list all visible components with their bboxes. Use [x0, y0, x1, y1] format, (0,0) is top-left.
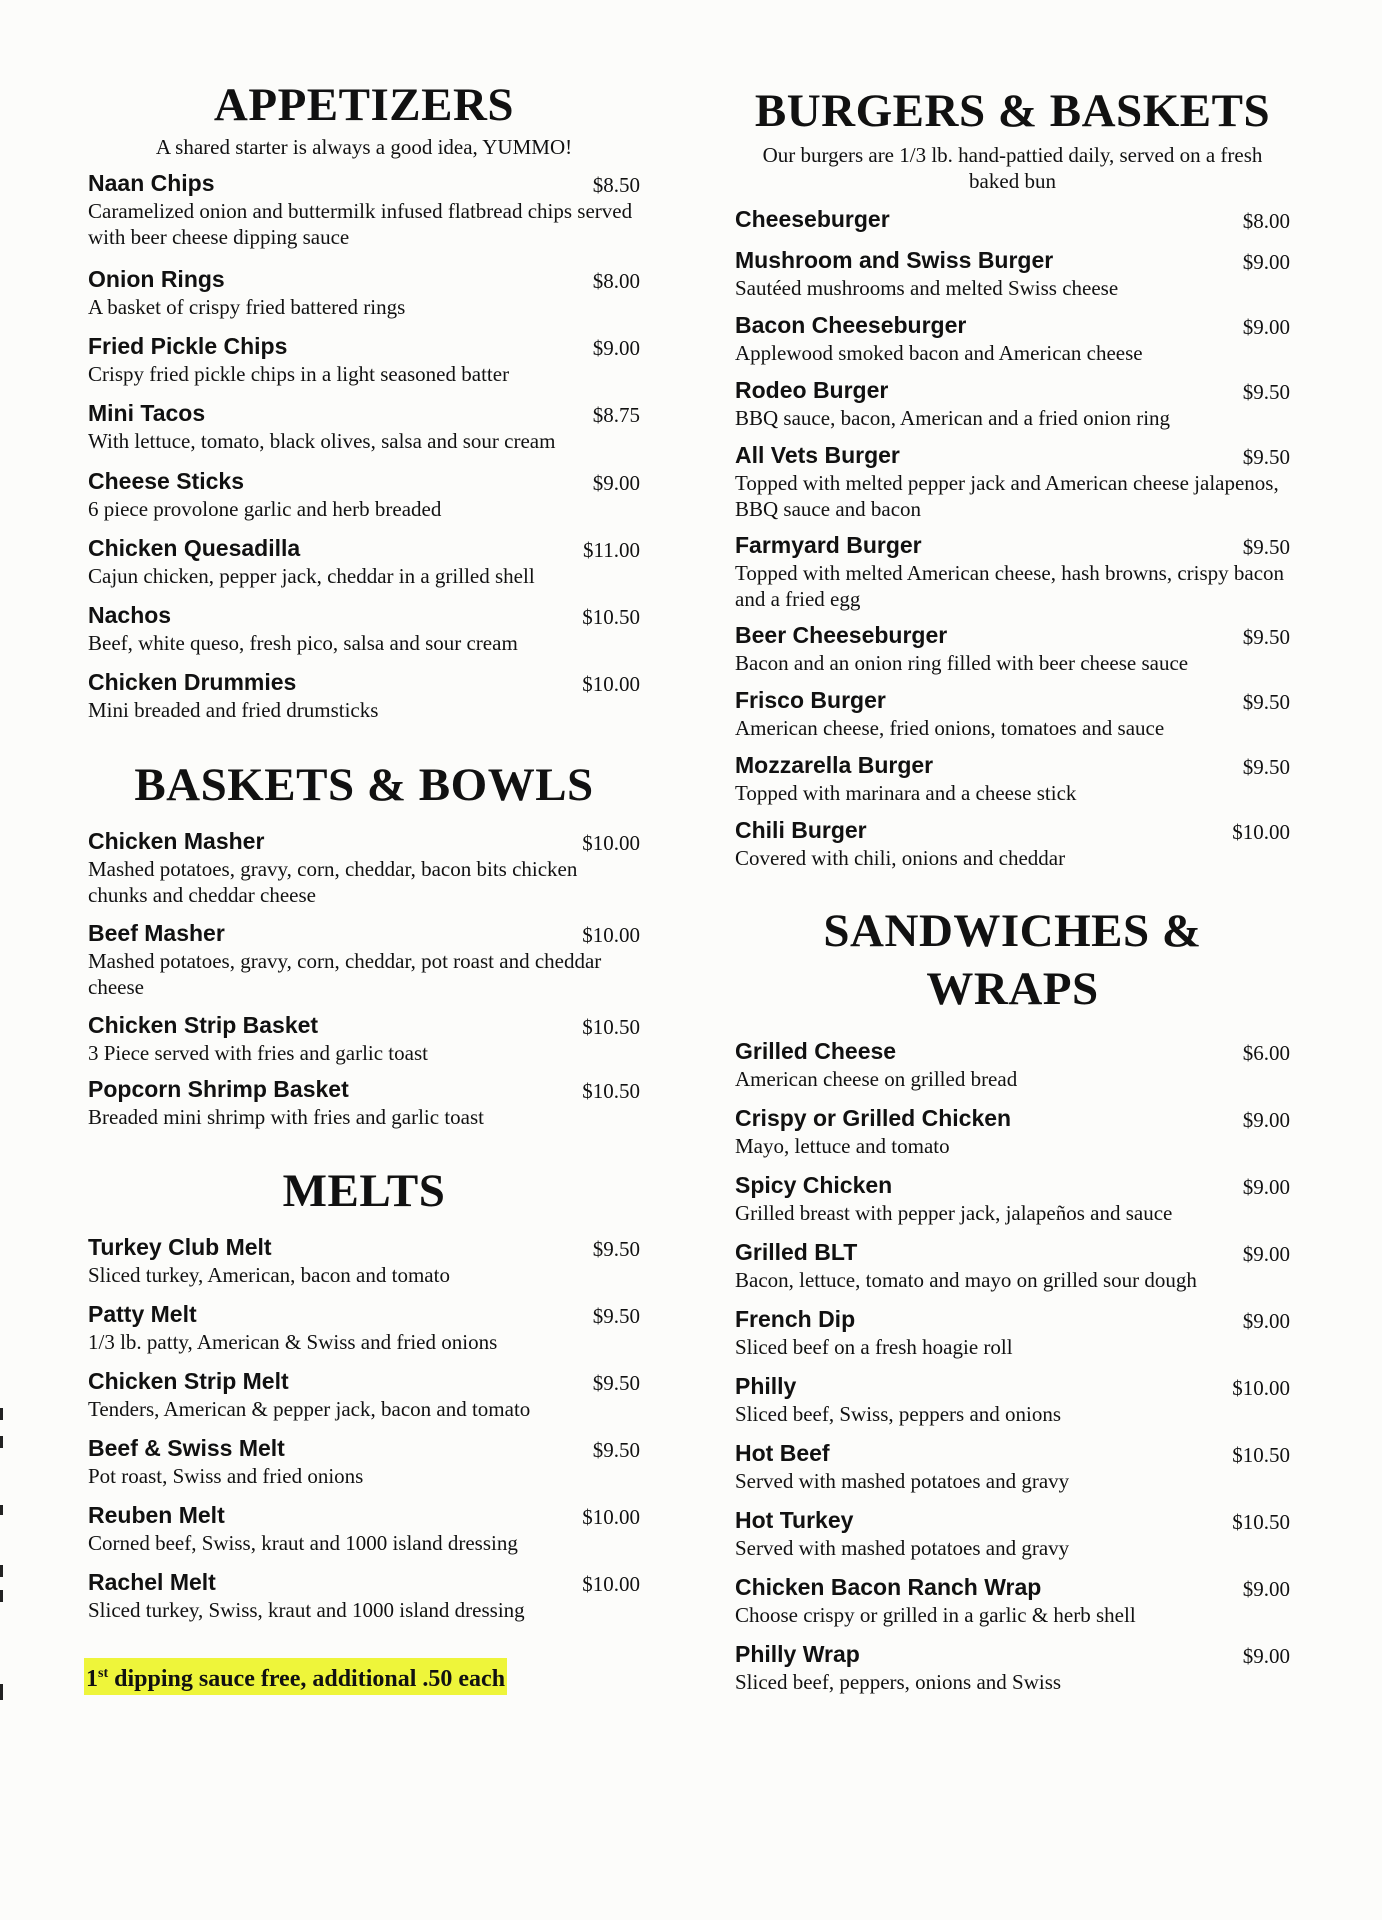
menu-item-name: Beef & Swiss Melt — [88, 1435, 285, 1461]
menu-item-name: Philly Wrap — [735, 1641, 860, 1667]
menu-item-price: $10.00 — [582, 1572, 640, 1596]
menu-item-price: $10.50 — [1232, 1443, 1290, 1467]
menu-item-name: Popcorn Shrimp Basket — [88, 1076, 349, 1102]
menu-item — [88, 1299, 640, 1355]
menu-item-header — [735, 1572, 1290, 1602]
menu-item-description: Served with mashed potatoes and gravy — [735, 1536, 1070, 1560]
menu-item-description: Sliced beef, peppers, onions and Swiss — [735, 1670, 1062, 1694]
menu-item-description: Topped with melted pepper jack and American cheese jalapenos, BBQ sauce and bacon — [735, 471, 1279, 521]
menu-item-price: $8.50 — [592, 173, 640, 197]
sandwiches-title-line-1: SANDWICHES & — [823, 905, 1202, 957]
scan-edge-mark — [0, 1505, 3, 1515]
menu-item — [735, 685, 1290, 741]
menu-item-header — [735, 1170, 1290, 1200]
menu-item-name: Hot Turkey — [735, 1507, 854, 1533]
menu-item — [88, 667, 640, 723]
menu-item — [88, 600, 640, 656]
menu-item — [88, 1500, 640, 1556]
menu-item-name: Crispy or Grilled Chicken — [735, 1105, 1012, 1131]
menu-item — [735, 375, 1290, 431]
menu-item — [735, 1237, 1290, 1293]
menu-item-header — [735, 1438, 1290, 1468]
menu-item — [735, 620, 1290, 676]
menu-item-header — [88, 1074, 640, 1104]
menu-item-name: Beef Masher — [88, 920, 225, 946]
menu-item-header — [88, 1010, 640, 1040]
menu-item — [735, 310, 1290, 366]
baskets-bowls-title: BASKETS & BOWLS — [134, 759, 594, 811]
menu-item-header — [735, 375, 1290, 405]
menu-item — [735, 204, 1290, 234]
menu-item-name: Rodeo Burger — [735, 377, 889, 403]
menu-item-header — [88, 398, 640, 428]
menu-item-header — [88, 1299, 640, 1329]
menu-item-price: $9.00 — [1242, 1644, 1290, 1668]
menu-item — [735, 750, 1290, 806]
menu-item-header — [88, 533, 640, 563]
menu-item-header — [735, 1237, 1290, 1267]
menu-item-name: Mozzarella Burger — [735, 752, 934, 778]
menu-item-header — [88, 1433, 640, 1463]
menu-item-description: With lettuce, tomato, black olives, salsa and sour cream — [88, 429, 556, 453]
menu-item-description: Sautéed mushrooms and melted Swiss cheese — [735, 276, 1119, 300]
menu-item-header — [735, 1371, 1290, 1401]
menu-item-description: Pot roast, Swiss and fried onions — [88, 1464, 364, 1488]
menu-item — [735, 1036, 1290, 1092]
menu-item-header — [88, 600, 640, 630]
menu-item-description: Bacon and an onion ring filled with beer cheese sauce — [735, 651, 1189, 675]
menu-item-description: 1/3 lb. patty, American & Swiss and fried onions — [88, 1330, 498, 1354]
menu-item — [88, 1232, 640, 1288]
menu-item-description: A basket of crispy fried battered rings — [88, 295, 406, 319]
menu-item-name: Chicken Quesadilla — [88, 535, 301, 561]
menu-item-name: Mini Tacos — [88, 400, 206, 426]
menu-item-description: Corned beef, Swiss, kraut and 1000 island dressing — [88, 1531, 518, 1555]
scan-edge-mark — [0, 1436, 3, 1448]
menu-item — [735, 440, 1290, 522]
menu-item-header — [88, 331, 640, 361]
menu-item-name: Farmyard Burger — [735, 532, 922, 558]
menu-item — [735, 1505, 1290, 1561]
menu-item-name: Reuben Melt — [88, 1502, 225, 1528]
menu-item-name: Fried Pickle Chips — [88, 333, 288, 359]
menu-item-name: Turkey Club Melt — [88, 1234, 272, 1260]
menu-item-price: $9.00 — [1242, 1108, 1290, 1132]
menu-item — [88, 918, 640, 1000]
menu-item-name: Spicy Chicken — [735, 1172, 893, 1198]
menu-item-name: Chicken Strip Basket — [88, 1012, 319, 1038]
menu-item — [88, 168, 640, 250]
menu-item-header — [88, 1500, 640, 1530]
menu-item-price: $8.75 — [592, 403, 640, 427]
menu-item-description: Mashed potatoes, gravy, corn, cheddar, bacon bits chicken chunks and cheddar cheese — [88, 857, 578, 907]
note-ordinal-suffix: st — [98, 1666, 109, 1681]
menu-item-description: 6 piece provolone garlic and herb breaded — [88, 497, 442, 521]
menu-item-price: $9.00 — [1242, 1309, 1290, 1333]
menu-item — [88, 1433, 640, 1489]
menu-item-price: $9.50 — [1242, 380, 1290, 404]
menu-item-description: Topped with melted American cheese, hash browns, crispy bacon and a fried egg — [735, 561, 1285, 611]
scan-edge-mark — [0, 1590, 3, 1602]
menu-item-name: Mushroom and Swiss Burger — [735, 247, 1054, 273]
menu-item-header — [88, 264, 640, 294]
menu-item-name: Onion Rings — [88, 266, 225, 292]
menu-item-header — [88, 1232, 640, 1262]
menu-item-price: $9.00 — [592, 336, 640, 360]
menu-item-description: 3 Piece served with fries and garlic toast — [88, 1041, 428, 1065]
menu-item-description: Cajun chicken, pepper jack, cheddar in a grilled shell — [88, 564, 535, 588]
menu-item-price: $9.50 — [1242, 625, 1290, 649]
menu-item — [735, 1371, 1290, 1427]
menu-item-description: Served with mashed potatoes and gravy — [735, 1469, 1070, 1493]
menu-item-description: American cheese, fried onions, tomatoes and sauce — [735, 716, 1165, 740]
menu-item-price: $9.00 — [1242, 1242, 1290, 1266]
menu-item-name: Chicken Bacon Ranch Wrap — [735, 1574, 1042, 1600]
menu-item-header — [735, 750, 1290, 780]
burgers-subtitle: Our burgers are 1/3 lb. hand-pattied daily, served on a fresh baked bun — [762, 143, 1263, 193]
menu-item — [735, 1103, 1290, 1159]
menu-item-description: Beef, white queso, fresh pico, salsa and sour cream — [88, 631, 518, 655]
menu-item-description: Mini breaded and fried drumsticks — [88, 698, 379, 722]
menu-item-price: $10.50 — [582, 1079, 640, 1103]
menu-item-price: $9.00 — [1242, 250, 1290, 274]
menu-item-description: Mayo, lettuce and tomato — [735, 1134, 950, 1158]
menu-item-price: $9.50 — [592, 1371, 640, 1395]
menu-item-price: $9.00 — [592, 471, 640, 495]
menu-item-price: $9.50 — [1242, 755, 1290, 779]
menu-item-price: $10.50 — [582, 605, 640, 629]
menu-item-header — [735, 1103, 1290, 1133]
menu-item-price: $10.50 — [582, 1015, 640, 1039]
menu-item-name: Philly — [735, 1373, 797, 1399]
menu-item-header — [88, 168, 640, 198]
menu-item-description: Grilled breast with pepper jack, jalapeños and sauce — [735, 1201, 1173, 1225]
menu-item-price: $10.00 — [582, 923, 640, 947]
menu-item-description: Caramelized onion and buttermilk infused flatbread chips served with beer cheese dipping sauce — [88, 199, 633, 249]
menu-item-description: Crispy fried pickle chips in a light seasoned batter — [88, 362, 510, 386]
menu-item — [88, 1010, 640, 1066]
menu-item-price: $9.50 — [592, 1237, 640, 1261]
menu-item-description: Topped with marinara and a cheese stick — [735, 781, 1077, 805]
menu-item — [735, 1304, 1290, 1360]
menu-item-name: All Vets Burger — [735, 442, 900, 468]
menu-item-header — [735, 620, 1290, 650]
menu-item-name: Beer Cheeseburger — [735, 622, 948, 648]
melts-title: MELTS — [282, 1165, 446, 1217]
menu-item — [88, 466, 640, 522]
menu-item-header — [735, 1505, 1290, 1535]
menu-item-price: $11.00 — [583, 538, 640, 562]
menu-item-name: Hot Beef — [735, 1440, 830, 1466]
menu-item — [88, 826, 640, 908]
menu-item-name: Cheeseburger — [735, 206, 890, 232]
menu-item-price: $10.00 — [1232, 820, 1290, 844]
menu-item-price: $9.50 — [1242, 690, 1290, 714]
menu-item — [735, 1572, 1290, 1628]
burgers-title: BURGERS & BASKETS — [754, 85, 1271, 137]
menu-item-header — [735, 204, 1290, 234]
menu-item-header — [88, 918, 640, 948]
menu-item-header — [735, 685, 1290, 715]
menu-item-price: $9.00 — [1242, 1175, 1290, 1199]
menu-item-name: Nachos — [88, 602, 172, 628]
menu-item-description: Sliced beef, Swiss, peppers and onions — [735, 1402, 1062, 1426]
menu-item-header — [735, 1036, 1290, 1066]
scan-edge-mark — [0, 1565, 3, 1577]
menu-item-description: Sliced turkey, Swiss, kraut and 1000 island dressing — [88, 1598, 525, 1622]
menu-item-header — [88, 1366, 640, 1396]
menu-item-name: Rachel Melt — [88, 1569, 216, 1595]
scan-edge-mark — [0, 1684, 3, 1700]
menu-item-price: $8.00 — [592, 269, 640, 293]
menu-item — [735, 1639, 1290, 1695]
menu-item — [88, 331, 640, 387]
sandwiches-title-line-2: WRAPS — [926, 963, 1099, 1015]
menu-item-description: Covered with chili, onions and cheddar — [735, 846, 1066, 870]
menu-item — [88, 533, 640, 589]
menu-item-header — [88, 826, 640, 856]
menu-item-name: French Dip — [735, 1306, 856, 1332]
menu-item-name: Frisco Burger — [735, 687, 886, 713]
menu-item-price: $9.50 — [592, 1304, 640, 1328]
menu-item-description: Tenders, American & pepper jack, bacon and tomato — [88, 1397, 531, 1421]
menu-item-header — [88, 466, 640, 496]
menu-item-header — [88, 1567, 640, 1597]
menu-item — [88, 1567, 640, 1623]
dipping-sauce-note — [84, 1658, 507, 1695]
menu-item-price: $9.50 — [1242, 535, 1290, 559]
note-text: dipping sauce free, additional .50 each — [108, 1666, 506, 1692]
menu-item-header — [735, 815, 1290, 845]
menu-item-name: Bacon Cheeseburger — [735, 312, 967, 338]
menu-item-description: BBQ sauce, bacon, American and a fried onion ring — [735, 406, 1171, 430]
appetizers-title: APPETIZERS — [213, 79, 515, 131]
menu-item — [735, 1438, 1290, 1494]
menu-item — [735, 530, 1290, 612]
menu-item-description: Choose crispy or grilled in a garlic & herb shell — [735, 1603, 1136, 1627]
menu-item-price: $10.00 — [582, 831, 640, 855]
menu-item-name: Cheese Sticks — [88, 468, 244, 494]
menu-item-name: Chicken Strip Melt — [88, 1368, 289, 1394]
menu-item-header — [735, 1639, 1290, 1669]
menu-item — [88, 1366, 640, 1422]
menu-item-description: Breaded mini shrimp with fries and garlic toast — [88, 1105, 484, 1129]
menu-item-description: American cheese on grilled bread — [735, 1067, 1018, 1091]
menu-item-name: Grilled Cheese — [735, 1038, 897, 1064]
menu-item-price: $9.50 — [1242, 445, 1290, 469]
menu-item — [88, 264, 640, 320]
menu-item-price: $9.00 — [1242, 315, 1290, 339]
menu-item-price: $9.50 — [592, 1438, 640, 1462]
menu-item — [88, 1074, 640, 1130]
menu-item-name: Grilled BLT — [735, 1239, 858, 1265]
menu-item-description: Applewood smoked bacon and American cheese — [735, 341, 1143, 365]
menu-item-header — [735, 440, 1290, 470]
menu-item-header — [735, 310, 1290, 340]
menu-item-header — [735, 245, 1290, 275]
menu-item-price: $9.00 — [1242, 1577, 1290, 1601]
appetizers-subtitle: A shared starter is always a good idea, YUMMO! — [155, 135, 573, 159]
menu-item-price: $8.00 — [1242, 209, 1290, 233]
menu-item-price: $6.00 — [1242, 1041, 1290, 1065]
note-ordinal: 1 — [86, 1666, 98, 1692]
menu-item — [735, 245, 1290, 301]
menu-item-name: Chicken Drummies — [88, 669, 297, 695]
menu-item-price: $10.00 — [1232, 1376, 1290, 1400]
menu-item-name: Naan Chips — [88, 170, 215, 196]
menu-item-price: $10.00 — [582, 1505, 640, 1529]
menu-item — [735, 815, 1290, 871]
menu-item-name: Patty Melt — [88, 1301, 197, 1327]
menu-item-description: Mashed potatoes, gravy, corn, cheddar, pot roast and cheddar cheese — [88, 949, 602, 999]
menu-item-description: Bacon, lettuce, tomato and mayo on grilled sour dough — [735, 1268, 1197, 1292]
menu-item-price: $10.00 — [582, 672, 640, 696]
menu-item-header — [735, 1304, 1290, 1334]
menu-item — [88, 398, 640, 454]
menu-item-header — [735, 530, 1290, 560]
menu-item-name: Chicken Masher — [88, 828, 265, 854]
menu-item-description: Sliced turkey, American, bacon and tomato — [88, 1263, 450, 1287]
menu-item-name: Chili Burger — [735, 817, 867, 843]
menu-item-price: $10.50 — [1232, 1510, 1290, 1534]
menu-item — [735, 1170, 1290, 1226]
menu-item-header — [88, 667, 640, 697]
menu-item-description: Sliced beef on a fresh hoagie roll — [735, 1335, 1013, 1359]
scan-edge-mark — [0, 1408, 3, 1420]
